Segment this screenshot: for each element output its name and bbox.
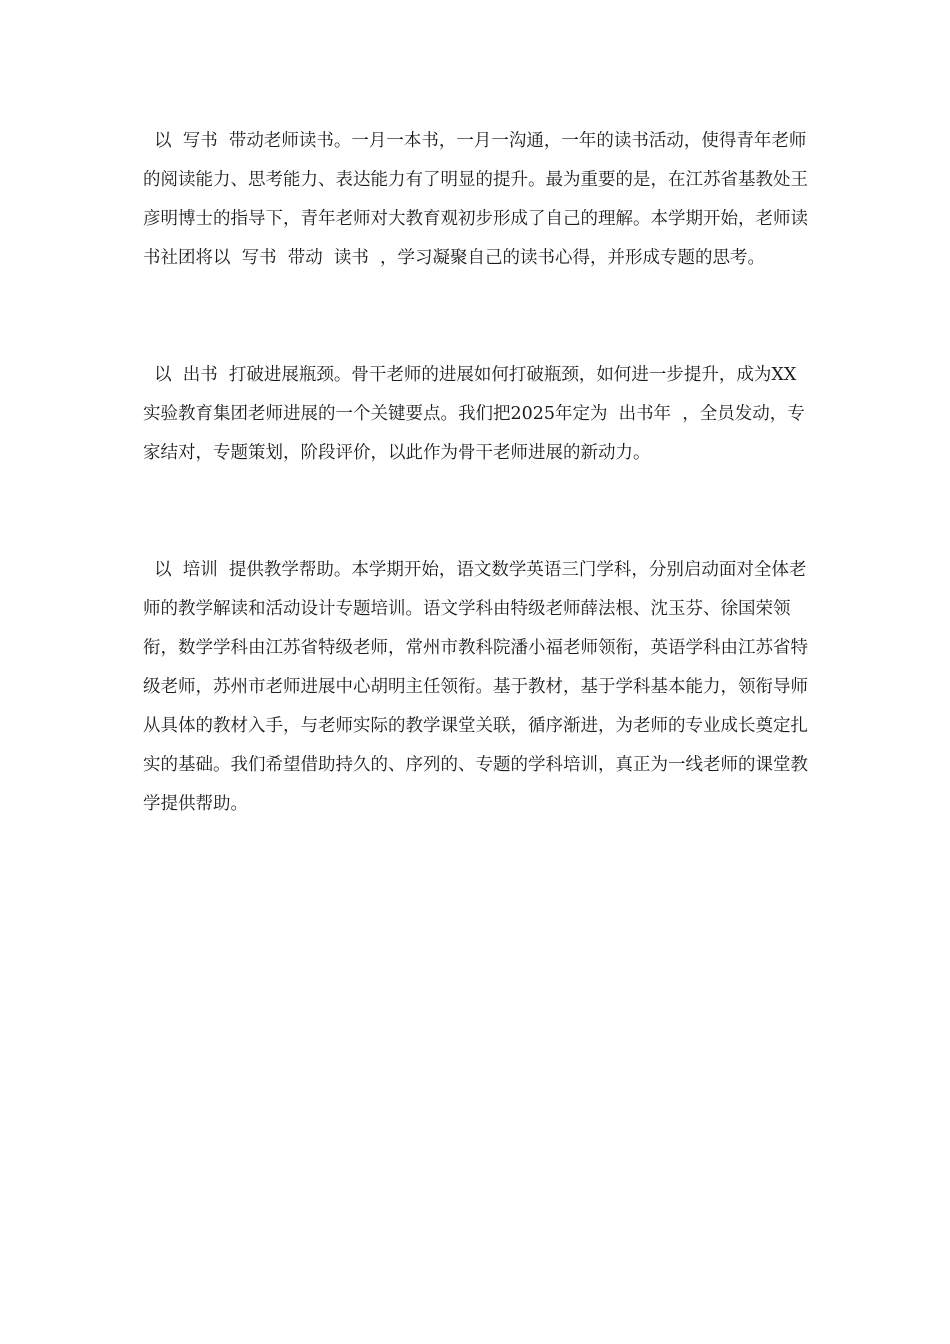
- paragraph-training: 以 培训 提供教学帮助。本学期开始，语文数学英语三门学科，分别启动面对全体老师的教学解读和活动设计专题培训。语文学科由特级老师薛法根、沈玉芬、徐国荣领衔，数学学科由江苏省特级老师，常州市教科院潘小福老师领衔，英语学科由江苏省特级老师，苏州市老师进展中心胡明主任领衔。基于教材，基于学科基本能力，领衔导师从具体的教材入手，与老师实际的教学课堂关联，循序渐进，为老师的专业成长奠定扎实的基础。我们希望借助持久的、序列的、专题的学科培训，真正为一线老师的课堂教学提供帮助。: [143, 560, 808, 814]
- document-body: [143, 122, 809, 824]
- paragraph-publishing: 以 出书 打破进展瓶颈。骨干老师的进展如何打破瓶颈，如何进一步提升，成为XX实验教育集团老师进展的一个关键要点。我们把2025年定为 出书年 ，全员发动，专家结对，专题策划，阶段评价，以此作为骨干老师进展的新动力。: [143, 365, 805, 463]
- paragraph-writing-reading: 以 写书 带动老师读书。一月一本书，一月一沟通，一年的读书活动，使得青年老师的阅读能力、思考能力、表达能力有了明显的提升。最为重要的是，在江苏省基教处王彦明博士的指导下，青年老师对大教育观初步形成了自己的理解。本学期开始，老师读书社团将以 写书 带动 读书 ，学习凝聚自己的读书心得，并形成专题的思考。: [143, 131, 808, 268]
